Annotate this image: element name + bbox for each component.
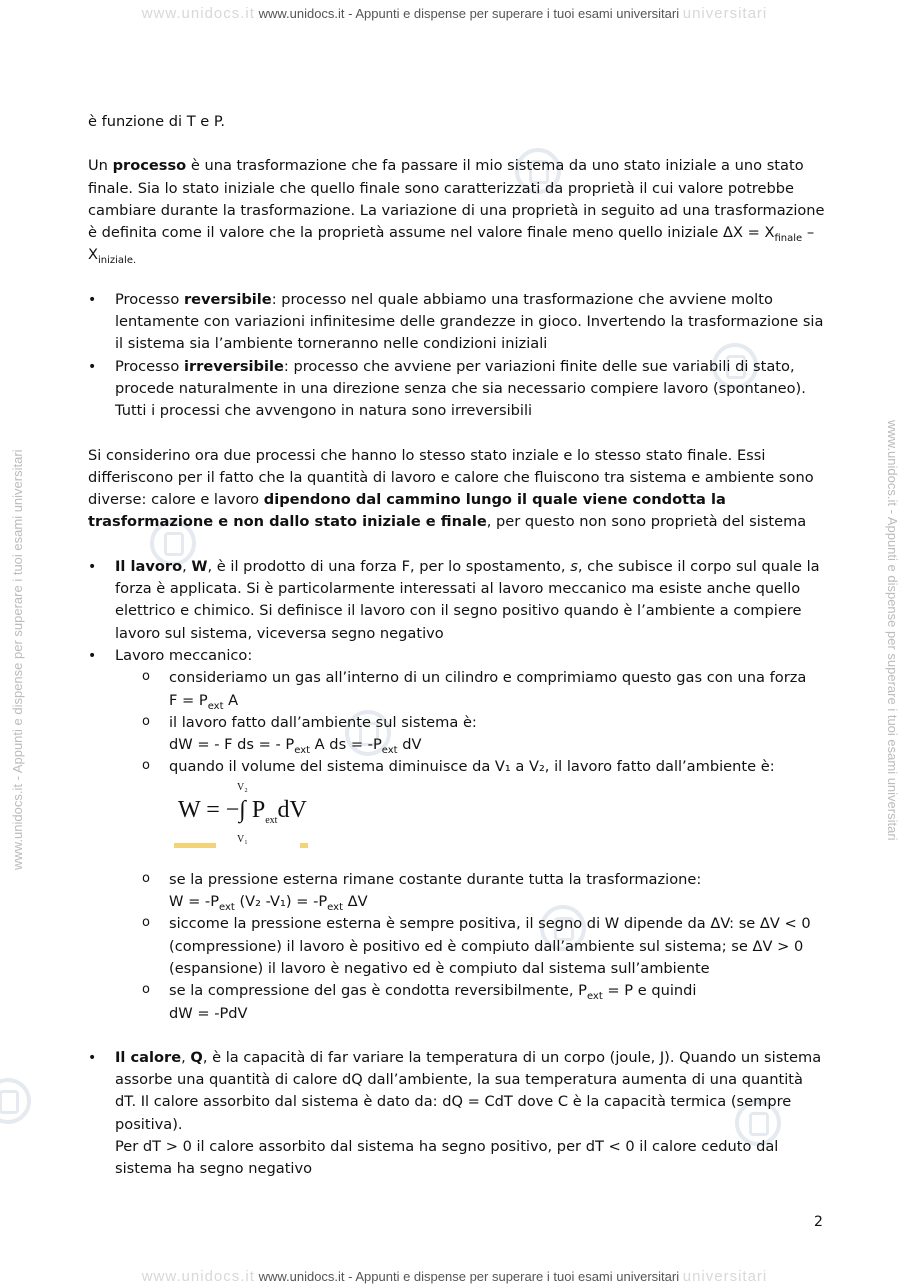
integral-expression: [178, 796, 307, 826]
header-ghost-left: www.unidocs.it: [141, 5, 255, 22]
subscript: ext: [586, 991, 603, 1003]
text: quando il volume del sistema diminuisce da V₁ a V₂, il lavoro fatto dall’ambiente è:: [169, 758, 775, 776]
paragraph-processo: [88, 155, 826, 266]
bold-term: reversibile: [183, 290, 272, 308]
highlight-bar: [174, 843, 216, 848]
formula-text: ΔV: [343, 893, 368, 911]
lavoro-list: [88, 556, 826, 1025]
text: se la compressione del gas è condotta reversibilmente, P: [169, 982, 587, 1000]
calore-list: [88, 1047, 826, 1181]
text: – X: [88, 224, 815, 264]
text: ,: [181, 1048, 191, 1066]
formula-text: (V₂ -V₁) = -P: [234, 893, 328, 911]
formula-text: F = P: [169, 691, 208, 709]
side-watermark-left: www.unidocs.it - Appunti e dispense per superare i tuoi esami universitari: [10, 449, 25, 870]
text: : processo che avviene per variazioni finite delle sue variabili di stato, procede naturalmente in una direzione senza che sia necessario compiere lavoro (spontaneo). Tutti i processi che avvengono in natura sono irreversibili: [115, 357, 806, 420]
formula-text: A: [223, 691, 239, 709]
list-item-lavoro: [88, 556, 826, 645]
sublist-item: [114, 980, 826, 1025]
header-text: www.unidocs.it - Appunti e dispense per superare i tuoi esami universitari: [258, 6, 680, 21]
text: Processo: [115, 357, 184, 375]
sublist: [115, 667, 826, 778]
page-footer: [0, 1268, 909, 1285]
text: consideriamo un gas all’interno di un cilindro e comprimiamo questo gas con una forza: [169, 669, 807, 687]
footer-text: www.unidocs.it - Appunti e dispense per superare i tuoi esami universitari: [258, 1269, 680, 1284]
sublist-item: [114, 667, 826, 712]
italic-term: s: [570, 557, 578, 575]
sublist-item: [114, 756, 826, 778]
footer-ghost-left: www.unidocs.it: [141, 1268, 255, 1285]
subscript: iniziale.: [98, 255, 137, 267]
subscript: ext: [207, 700, 224, 712]
list-item-calore: [88, 1047, 826, 1181]
watermark-logo-icon: [0, 1078, 31, 1124]
formula-text: dV: [397, 736, 422, 754]
formula-text: dW = - F ds = - P: [169, 736, 295, 754]
footer-ghost-right: universitari: [682, 1268, 768, 1285]
formula-text: W = −∫ P: [178, 796, 266, 823]
text: : processo nel quale abbiamo una trasformazione che avviene molto lentamente con variazioni infinitesime delle grandezze in gioco. Invertendo la trasformazione sia il sistema sia l’ambiente torneranno nelle condizioni iniziali: [115, 290, 824, 353]
text: , è il prodotto di una forza F, per lo spostamento,: [207, 557, 571, 575]
list-item: [88, 356, 826, 423]
sublist: [115, 869, 826, 1025]
subscript: ext: [327, 901, 343, 913]
header-ghost-right: universitari: [682, 5, 768, 22]
document-body: [88, 111, 826, 1181]
sublist-item: [114, 712, 826, 757]
side-watermark-right: www.unidocs.it - Appunti e dispense per superare i tuoi esami universitari: [885, 420, 900, 841]
text: Si considerino ora due processi che hanno lo stesso stato inziale e lo stesso stato finale. Essi differiscono per il fatto che la quantità di lavoro e calore che fluiscono tra sistema e ambiente sono diverse: calore e lavoro: [88, 446, 814, 509]
bold-term: Il calore: [115, 1048, 182, 1066]
bold-term: irreversibile: [183, 357, 284, 375]
text: Processo: [115, 290, 184, 308]
bold-term: Il lavoro: [115, 557, 183, 575]
formula-text: W = -P: [169, 893, 220, 911]
formula-text: dV: [277, 796, 307, 823]
bold-term: dipendono dal cammino lungo il quale viene condotta la trasformazione e non dallo stato iniziale e finale: [88, 491, 726, 531]
text: , che subisce il corpo sul quale la forza è applicata. Si è particolarmente interessati al lavoro meccanico ma esiste anche quello elettrico e chimico. Si definisce il lavoro con il segno positivo quando è l’ambiente a compiere lavoro sul sistema, viceversa segno negativo: [115, 557, 820, 642]
list-item: [88, 289, 826, 356]
integral-upper-limit: V₂: [237, 781, 248, 793]
text: , per questo non sono proprietà del sistema: [486, 513, 807, 531]
sublist-item: [114, 869, 826, 914]
text: Per dT > 0 il calore assorbito dal sistema ha segno positivo, per dT < 0 il calore ceduto dal sistema ha segno negativo: [115, 1137, 779, 1178]
subscript: ext: [219, 901, 235, 913]
subscript: finale: [774, 233, 803, 245]
text: , è la capacità di far variare la temperatura di un corpo (joule, J). Quando un sistema assorbe una quantità di calore dQ dall’ambiente, la sua temperatura aumenta di una quantità dT. Il calore assorbito dal sistema è dato da: dQ = CdT dove C è la capacità termica (sempre positiva).: [115, 1048, 822, 1133]
text: è una trasformazione che fa passare il mio sistema da uno stato iniziale a uno stato finale. Sia lo stato iniziale che quello finale sono caratterizzati da proprietà il cui valore potrebbe cambiare durante la trasformazione. La variazione di una proprietà in seguito ad una trasformazione è definita come il valore che la proprietà assume nel valore finale meno quello iniziale ΔX = X: [88, 157, 825, 242]
text: il lavoro fatto dall’ambiente sul sistema è:: [169, 713, 477, 731]
text: siccome la pressione esterna è sempre positiva, il segno di W dipende da ΔV: se ΔV < 0 (compressione) il lavoro è positivo ed è compiuto dall’ambiente sul sistema; se ΔV > 0 (espansione) il lavoro è negativo ed è compiuto dal sistema sull’ambiente: [169, 915, 811, 977]
page-number: 2: [814, 1214, 823, 1230]
page-header: [0, 5, 909, 22]
text: = P e quindi: [602, 982, 697, 1000]
text: Un: [88, 157, 113, 175]
subscript: ext: [381, 745, 398, 757]
text: se la pressione esterna rimane costante durante tutta la trasformazione:: [169, 870, 702, 888]
paragraph-intro: è funzione di T e P.: [88, 113, 226, 130]
list-item-meccanico: [88, 645, 826, 1025]
sublist-item: [114, 913, 826, 980]
process-list: [88, 289, 826, 423]
highlight-bar: [300, 843, 308, 848]
bold-term: Q: [190, 1048, 203, 1066]
subscript: ext: [294, 745, 311, 757]
formula-text: A ds = -P: [310, 736, 382, 754]
paragraph-cammino: [88, 445, 826, 534]
bold-term: W: [191, 557, 208, 575]
text: ,: [182, 557, 192, 575]
formula-text: dW = -PdV: [169, 1004, 248, 1022]
bold-term: processo: [112, 157, 187, 175]
integral-lower-limit: V₁: [237, 833, 248, 845]
subscript: ext: [265, 814, 278, 826]
work-integral-formula: [170, 779, 826, 869]
text: Lavoro meccanico:: [115, 646, 253, 664]
